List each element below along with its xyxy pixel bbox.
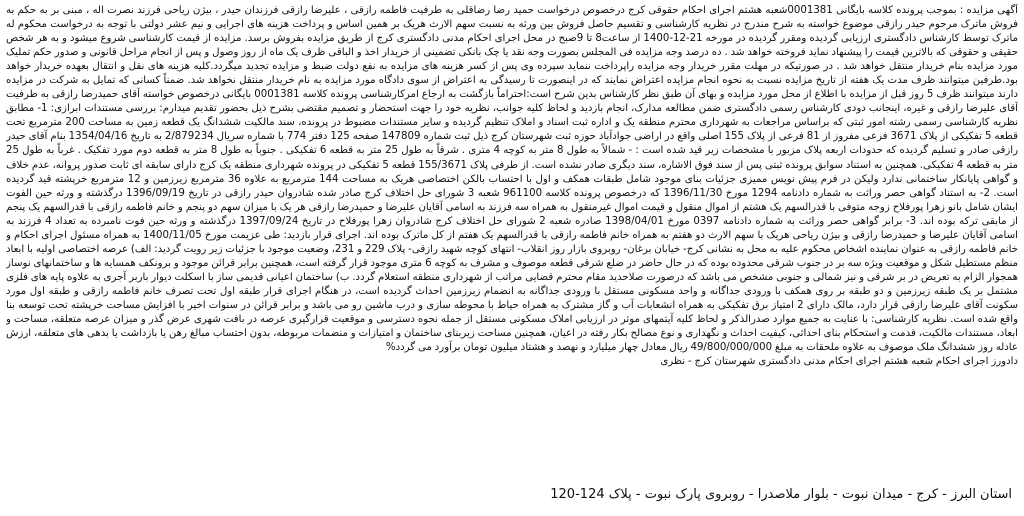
auction-notice bbox=[6, 4, 1018, 474]
office-address: استان البرز - کرج - میدان نبوت - بلوار ملاصدرا - روبروی پارک نبوت - پلاک 124-120 bbox=[550, 487, 1012, 502]
notice-body: بموجب پرونده کلاسه بایگانی 0001381شعبه هشتم اجرای احکام حقوقی کرج درخصوص درخواست حمید رضا رضاقلی به طرفیت فاطمه رازقی ، علیرضا رازقی فرزندان حیدر ، بیژن ریاحی فرزند نصرت اله ، مبنی بر به حکم به فروش ماترک مرحوم حیدر رازقی موضوع خواسته به شرح مندرج در نظریه کارشناسی و تقسیم حاصل فروش بین ورثه به نسبت سهم الارث هریک بر همین اساس و پرداخت هزینه های اجرایی و نیم عشر دولتی با توجه به درخواست محکوم له ماترک توسط کارشناس دادگستری ارزیابی گردیده ومقرر گردیده در مورخه 21-12-1400 از ساعت8 تا 9صبح در محل اجرای احکام مدنی دادگستری کرج از طریق مزایده بفروش برسد. مزایده از قیمت کارشناسی شروع میشود و به هر شخص حقیقی و حقوقی که بالاترین قیمت را پیشنهاد نماید فروخته خواهد شد . ده درصد وجه مزایده فی المجلس بصورت وجه نقد یا چک بانکی تضمینی از خریدار اخذ و الباقی ظرف یک ماه از روز وصول و پس از انجام مراحل قانونی و صدور حکم تملیک مورد مزایده بنام خریدار منتقل خواهد شد . در صورتیکه در مهلت مقرر خریدار وجه مزایده راپرداخت ننماید سپرده وی پس از کسر هزینه های مزایده به نفع دولت ضبط و مزایده تجدید میگردد.کلیه هزینه های نقل و انتقال بعهده خریدار خواهد بود.طرفین میتوانند ظرف مدت یک هفته از تاریخ مزایده نسبت به نحوه انجام مزایده اعتراض نمایند که در اینصورت تا رسیدگی به اعتراض از سوی دادگاه مورد مزایده به نام خریدار منتقل نخواهد شد. ضمناً کسانی که تمایل به شرکت در مزایده دارند میتوانند ظرف 5 روز قبل از مزایده با اطلاع از محل مورد مزایده و بهای آن طبق نظر کارشناس بدین شرح است:احتراماً بازگشت به ارجاع امرکارشناسی پرونده کلاسه 0001381 بایگانی درخصوص خواسته آقای حمیدرضا رازقی به طرفیت آقای علیرضا رازقی و غیره، اینجانب دودی کارشناس رسمی دادگستری ضمن مطالعه مدارک، انجام بازدید و لحاظ کلیه جوانب، نظریه خود را جهت استحضار و تصمیم مقتضی بشرح ذیل بحضور تقدیم میدارم: بررسی مستندات ابرازی: 1- مطابق نظریه کارشناسی رسمی رشته امور ثبتی که براساس مراجعات به شهرداری محترم منطقه یک و اداره ثبت اسناد و املاک تنظیم گردیده و سایر مستندات مضبوط در پرونده، سند مالکیت ششدانگ یک قطعه زمین به مساحت 200 مترمربع تحت قطعه 5 تفکیکی از پلاک 3671 فرعی مفروز از 81 فرعی از پلاک 155 اصلی واقع در اراضی جوادآباد حوزه ثبت شهرستان کرج ذیل ثبت شماره 147809 صفحه 125 دفتر 774 با شماره سریال 2/879234 به تاریخ 1354/04/16 بنام آقای حیدر رازقی صادر و تسلیم گردیده که حدودات اربعه پلاک مزبور با مشخصات زیر قید شده است : - شمالاً به طول 8 متر به کوچه 4 متری . شرقاً به طول 25 متر به قطعه 6 تفکیکی . جنوباً به طول 8 متر به قطعه دوم مورد تفکیک . غرباً به طول 25 متر به قطعه 4 تفکیکی. همچنین به استناد سوابق پرونده ثبتی پس از سند فوق الاشاره، سند دیگری صادر نشده است. از طرفی پلاک 155/3671 قطعه 5 تفکیکی در پرونده شهرداری منطقه یک کرج دارای سابقه ای ثابت صدور پروانه، عدم خلاف و گواهی پایانکار ساختمانی ندارد ولیکن در فرم پیش نویس ممیزی جزئیات بنای موجود شامل طبقات همکف و اول با احتساب بالکن اختصاصی هریک به مساحت 144 مترمربع به علاوه 36 مترمربع زیرزمین و 12 مترمربع خرپشته قید گردیده است. 2- به استناد گواهی حصر وراثت به شماره دادنامه 1294 مورخ 1396/11/30 که درخصوص پرونده کلاسه 961100 شعبه 3 شورای حل اختلاف کرج صادر شده شادروان حیدر رازقی در تاریخ 1396/09/19 درگذشته و ورثه حین الفوت ایشان شامل بانو زهرا پورفلاح زوجه متوفی با قدرالسهم یک هشتم از اموال منقول و قیمت اموال غیرمنقول به همراه سه فرزند به اسامی آقایان علیرضا و حمیدرضا رازقی هر یک با میزان سهم دو پنجم و خانم فاطمه رازقی با قدرالسهم یک پنجم از مابقی ترکه بوده اند. 3- برابر گواهی حصر وراثت به شماره دادنامه 0397 مورخ 1398/04/01 صادره شعبه 2 شورای حل اختلاف کرج شادروان زهرا پورفلاح در تاریخ 1397/09/24 درگذشته و ورثه حین فوت نامبرده به تعداد 4 فرزند به اسامی آقایان علیرضا و حمیدرضا رازقی و بیژن ریاحی هریک با سهم الارث دو هفتم به همراه خانم فاطمه رازقی با قدرالسهم یک هفتم از کل ماترک بوده اند. اجرای قرار بازدید: طی عزیمت مورخ 1400/11/05 به همراه مسئول اجرای احکام و خانم فاطمه رازقی به عنوان نماینده اشخاص محکوم علیه به محل به نشانی کرج- خیابان برغان- روبروی بازار روز انقلاب- انتهای کوچه شهید رازقی- پلاک 229 و 231، وضعیت موجود با جزئیات زیر رویت گردید: الف) عرصه اختصاصی اولیه با ابعاد منظم مستطیل شکل و موقعیت ویژه سه بر در جنوب شرقی محدوده بوده که در حال حاضر در ضلع شرقی قطعه موصوف و مشرف به کوچه 6 متری موجود قرار گرفته است، همچنین برابر قرائن موجود و برونکف همسایه ها و ساختمانهای نوساز همجوار الزام به تعریض در بر شرقی و نیز شمالی و جنوبی مشخص می باشد که درصورت صلاحدید مقام محترم قضایی مراتب از شهرداری منطقه استعلام گردد. ب) ساختمان اعیانی قدیمی ساز با اسکلت دیوار باربر آجری به علاوه پایه های فلزی مشتمل بر یک طبقه زیرزمین و دو طبقه بر روی همکف با ورودی جداگانه و واحد مسکونی مستقل با ورودی جداگانه به انضمام زیرزمین احداث گردیده است، در هنگام اجرای قرار طبقه اول تحت تصرف خانم فاطمه رازقی و طبقه اول مورد سکونت آقای علیرضا رازقی قرار دارد، مالک دارای 2 امتیاز برق تفکیکی به همراه انشعابات آب و گاز مشترک به همراه حیاط با محوطه سازی و درب ماشین رو می باشد و برابر قرائن در سنوات اخیر با افزایش مساحت خرپشته تحت توسعه بنا واقع شده است. نظریه کارشناسی: با عنایت به جمیع موارد صدرالذکر و لحاظ کلیه آیتمهای موثر در ارزیابی املاک مسکونی مستقل از جمله نحوه دسترسی و موقعیت قرارگیری عرصه در بافت شهری عرض گذر و میزان عرصه متعلقه، مساحت و ابعاد، مستندات مالکیت، قدمت و استحکام بنای احداثی، کیفیت احداث و نگهداری و نوع مصالح بکار رفته در اعیان، همچنین مساحت زیربنای ساختمان و امتیازات و منضمات مربوطه، بدون احتساب مبالغ رهن یا بازداشت یا بدهی های متعلقه، ارزش عادله روز ششدانگ ملک موصوف به علاوه ملحقات به مبلغ 49/800/000/000 ریال معادل چهار میلیارد و نهصد و هشتاد میلیون تومان برآورد می گردد% bbox=[6, 5, 1018, 354]
notice-paragraph bbox=[6, 4, 1018, 355]
notice-signature: دادورز اجرای احکام شعبه هشتم اجرای احکام مدنی دادگستری شهرستان کرج - نظری bbox=[660, 356, 1018, 368]
notice-title: آگهی مزایده : bbox=[959, 5, 1018, 16]
